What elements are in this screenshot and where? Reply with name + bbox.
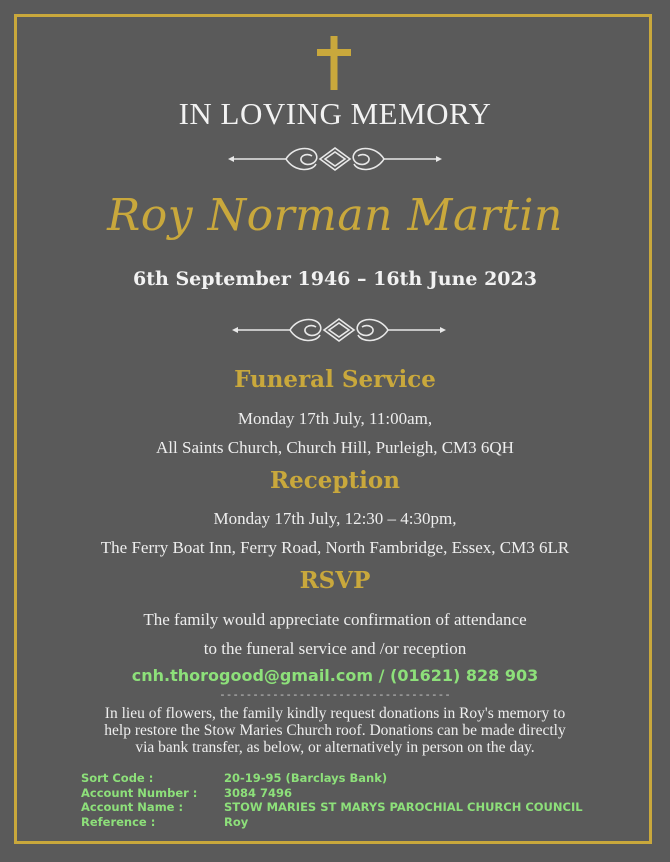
page-heading: IN LOVING MEMORY [178,96,492,131]
account-name-value: STOW MARIES ST MARYS PAROCHIAL CHURCH COUNCIL [224,800,583,814]
reception-venue: The Ferry Boat Inn, Ferry Road, North Fambridge, Essex, CM3 6LR [100,538,570,557]
account-number-label: Account Number : [81,785,198,800]
rsvp-line-1: The family would appreciate confirmation of attendance [143,610,527,629]
donation-line-2: help restore the Stow Maries Church roof. Donations can be made directly [104,722,566,739]
sort-code-label: Sort Code : [81,771,154,785]
donation-paragraph [40,705,630,756]
reception-title: Reception [270,467,400,494]
rsvp-contact: cnh.thorogood@gmail.com / (01621) 828 903 [131,666,539,685]
bank-details-values [224,771,583,829]
life-dates: 6th September 1946 – 16th June 2023 [133,268,537,290]
donation-line-1: In lieu of flowers, the family kindly request donations in Roy's memory to [104,705,566,722]
funeral-service-title: Funeral Service [234,366,436,393]
deceased-name: Roy Norman Martin [107,190,563,241]
rsvp-title: RSVP [299,567,371,594]
account-number-value: 3084 7496 [224,785,293,800]
cross-icon [317,36,351,90]
section-divider: ----------------------------------- [219,688,451,701]
rsvp-line-2: to the funeral service and /or reception [203,639,467,658]
funeral-service-venue: All Saints Church, Church Hill, Purleigh, CM3 6QH [156,438,514,457]
donation-line-3: via bank transfer, as below, or alternatively in person on the day. [135,739,535,756]
flourish-divider-icon [228,142,442,176]
reception-date: Monday 17th July, 12:30 – 4:30pm, [213,509,457,528]
flourish-divider-icon [232,313,446,347]
reference-label: Reference : [81,814,156,829]
bank-details-labels [81,771,197,829]
funeral-service-date: Monday 17th July, 11:00am, [237,409,433,428]
sort-code-value: 20-19-95 (Barclays Bank) [224,771,388,785]
reference-value: Roy [224,814,249,829]
account-name-label: Account Name : [81,800,184,814]
